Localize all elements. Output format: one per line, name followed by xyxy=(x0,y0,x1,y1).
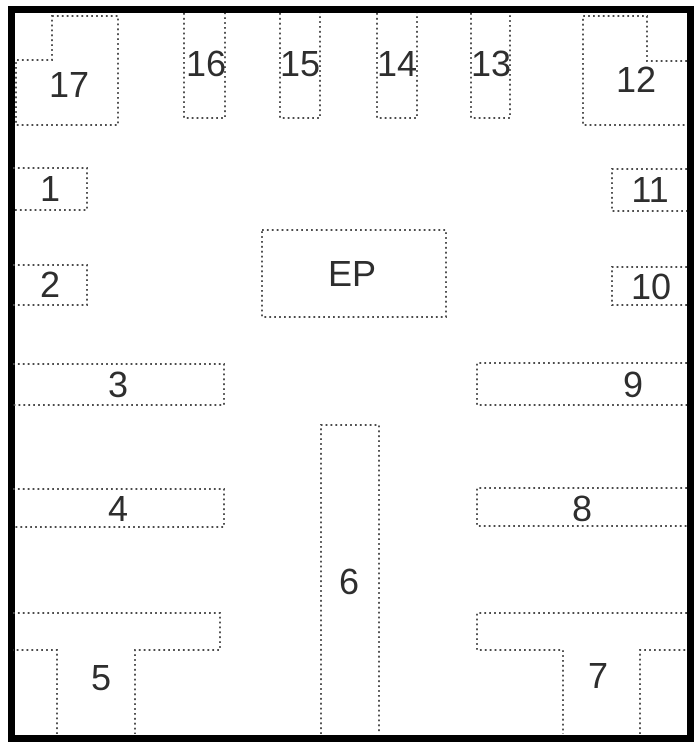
pad-label-12: 12 xyxy=(615,59,657,100)
pad-label-5: 5 xyxy=(90,657,112,698)
pad-label-15: 15 xyxy=(279,43,321,84)
pad-label-4: 4 xyxy=(107,488,129,529)
pad-label-3: 3 xyxy=(107,364,129,405)
pad-label-EP: EP xyxy=(327,253,377,294)
pad-label-9: 9 xyxy=(622,364,644,405)
pad-label-1: 1 xyxy=(39,168,61,209)
pad-label-13: 13 xyxy=(470,43,512,84)
pad-label-7: 7 xyxy=(587,655,609,696)
pad-label-8: 8 xyxy=(571,488,593,529)
pad-label-16: 16 xyxy=(185,43,227,84)
pad-outline-9 xyxy=(477,363,687,405)
pad-label-2: 2 xyxy=(39,264,61,305)
pads-group xyxy=(13,13,687,734)
pad-label-6: 6 xyxy=(338,561,360,602)
pad-outline-5 xyxy=(13,613,220,734)
pad-label-17: 17 xyxy=(48,64,90,105)
pad-label-10: 10 xyxy=(630,266,672,307)
pad-label-11: 11 xyxy=(631,169,669,210)
pad-label-14: 14 xyxy=(376,43,418,84)
pad-outline-7 xyxy=(477,613,687,734)
